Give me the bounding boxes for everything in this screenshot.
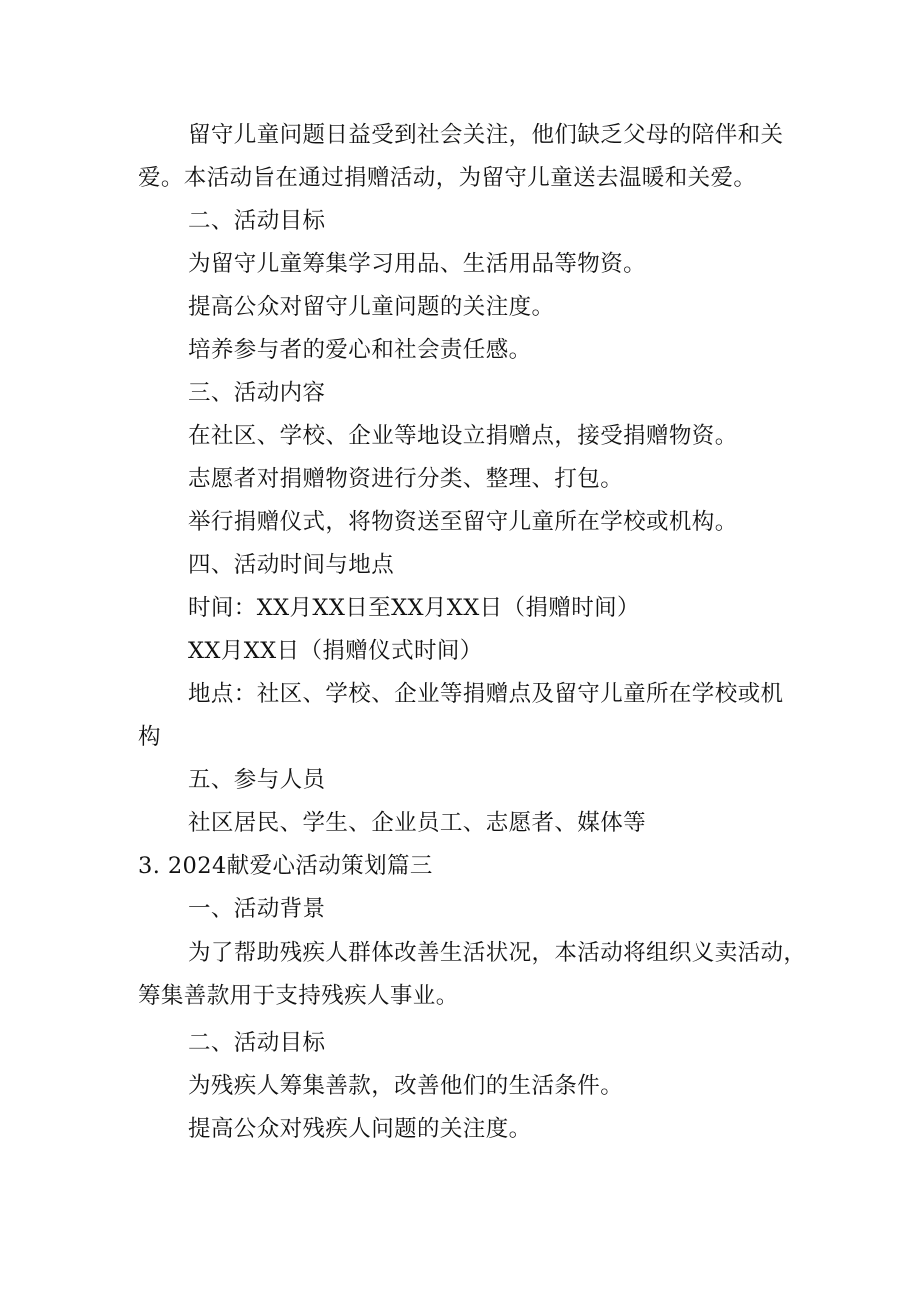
paragraph-line: 构 (138, 724, 161, 750)
paragraph-line: 社区居民、学生、企业员工、志愿者、媒体等 (188, 810, 647, 836)
section-heading: 一、活动背景 (188, 896, 326, 922)
paragraph-line: 筹集善款用于支持残疾人事业。 (138, 983, 459, 1009)
paragraph-line: 培养参与者的爱心和社会责任感。 (188, 337, 532, 363)
section-heading: 二、活动目标 (188, 1030, 326, 1056)
paragraph-line: 志愿者对捐赠物资进行分类、整理、打包。 (188, 466, 624, 492)
section-heading: 五、参与人员 (188, 767, 326, 793)
paragraph-line: 时间：XX月XX日至XX月XX日（捐赠时间） (188, 595, 640, 621)
section-heading: 三、活动内容 (188, 380, 326, 406)
paragraph-line: 举行捐赠仪式，将物资送至留守儿童所在学校或机构。 (188, 509, 738, 535)
paragraph-line: 留守儿童问题日益受到社会关注，他们缺乏父母的陪伴和关 (188, 122, 784, 148)
section-heading: 四、活动时间与地点 (188, 552, 395, 578)
paragraph-line: XX月XX日（捐赠仪式时间） (188, 638, 483, 664)
paragraph-line: 地点：社区、学校、企业等捐赠点及留守儿童所在学校或机 (188, 681, 784, 707)
paragraph-line: 在社区、学校、企业等地设立捐赠点，接受捐赠物资。 (188, 423, 738, 449)
paragraph-line: 为了帮助残疾人群体改善生活状况，本活动将组织义卖活动， (188, 940, 807, 966)
paragraph-line: 为留守儿童筹集学习用品、生活用品等物资。 (188, 251, 647, 277)
paragraph-line: 爱。本活动旨在通过捐赠活动，为留守儿童送去温暖和关爱。 (138, 165, 757, 191)
paragraph-line: 提高公众对留守儿童问题的关注度。 (188, 294, 555, 320)
section-heading: 二、活动目标 (188, 208, 326, 234)
paragraph-line: 提高公众对残疾人问题的关注度。 (188, 1116, 532, 1142)
paragraph-line: 为残疾人筹集善款，改善他们的生活条件。 (188, 1073, 624, 1099)
chapter-heading: 3. 2024献爱心活动策划篇三 (138, 853, 433, 879)
